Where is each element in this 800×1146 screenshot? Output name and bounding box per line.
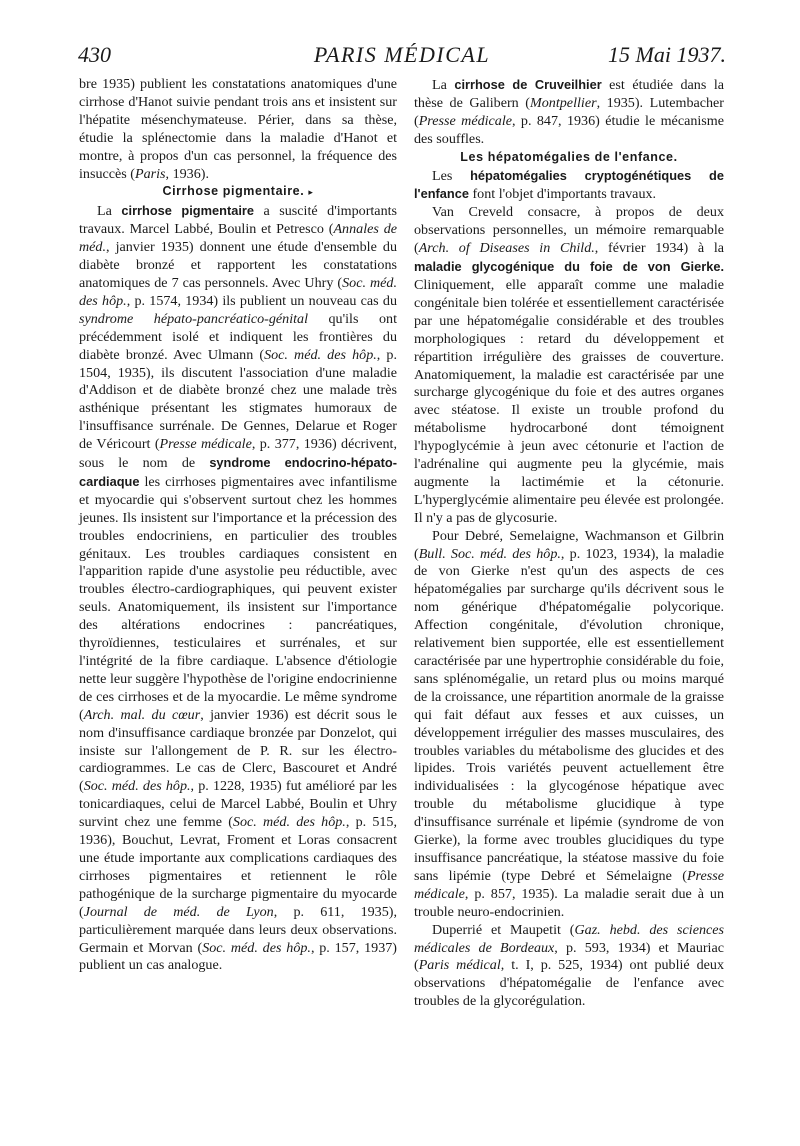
paragraph-hepatomegalies-intro: Les hépatomégalies cryptogénétiques de l'enfance font l'objet d'importants travaux. <box>414 167 724 203</box>
paragraph-debre: Pour Debré, Semelaigne, Wachmanson et Gilbrin (Bull. Soc. méd. des hôp., p. 1023, 1934), la maladie de von Gierke n'est qu'un des aspects de ces hépatomégalies par surcharge qu'ils décrivent sous le nom générique d'hépatomégalie polycorique. Affection congénitale, d'évolution chronique, relativement bien supportée, elle est essentiellement caractérisée par une hypertrophie considérable du foie, sans splénomégalie, un retard plus ou moins marqué de la croissance, une répartition anormale de la graisse qui fait défaut aux fesses et aux cuisses, un développement irrégulier des masses musculaires, des troubles variables du métabolisme des glucides et des lipides. Trois variétés peuvent actuellement être individualisées : la glycogénose hépatique avec trouble du métabolisme glucidique à type d'insuffisance surrénale et lipémie (syndrome de von Gierke), la forme avec troubles glucidiques du type insuffisance pancréatique, la stéatose massive du foie sans lipémie (type Debré et Sémelaigne (Presse médicale, p. 857, 1935). La maladie serait due à un trouble neuro-endocrinien. <box>414 527 724 920</box>
paragraph-van-creveld: Van Creveld consacre, à propos de deux observations personnelles, un mémoire remarquable (Arch. of Diseases in Child., février 1934) à la maladie glycogénique du foie de von Gierke. Cliniquement, elle apparaît comme une maladie congénitale bien tolérée et essentiellement caractérisée par une hépatomégalie considérable et des troubles morphologiques : retard du développement et répartition irrégulière des graisses de couverture. Anatomiquement, la maladie est caractérisée par une surcharge glycogénique du foie et des autres organes avec stéatose. Il existe un trouble profond du métabolisme hydrocarboné dont témoignent l'hypoglycémie à jeun avec cétonurie et l'action de l'adrénaline qui augmente peu la glycémie, mais augmente la lactimémie et la cétonurie. L'hyperglycémie alimentaire peu élevée est prolongée. Il n'y a pas de glycosurie. <box>414 204 724 526</box>
paragraph-duperrie: Duperrié et Maupetit (Gaz. hebd. des sciences médicales de Bordeaux, p. 593, 1934) et Mauriac (Paris médical, t. I, p. 525, 1934) ont publié deux observations d'hépatomégalie de l'enfance avec troubles de la glycorégulation. <box>414 921 724 1010</box>
page-number: 430 <box>78 42 111 67</box>
heading-mark-icon: ▸ <box>308 187 314 198</box>
paragraph-hanot: bre 1935) publient les constatations anatomiques d'une cirrhose d'Hanot suivie pendant trois ans et insistent sur l'hépatite mésenchymateuse. Périer, dans sa thèse, étudie la splénectomie dans la maladie d'Hanot et montre, à propos d'un cas personnel, la fréquence des insuccès (Paris, 1936). <box>79 76 397 182</box>
journal-title: PARIS MÉDICAL <box>313 42 491 67</box>
right-column <box>414 76 724 1011</box>
left-column <box>79 76 397 975</box>
paragraph-cruveilhier: La cirrhose de Cruveilhier est étudiée dans la thèse de Galibern (Montpellier, 1935). Lutembacher (Presse médicale, p. 847, 1936) étudie le mécanisme des souffles. <box>414 77 724 147</box>
section-heading-hepatomegalies: Les hépatomégalies de l'enfance. <box>460 149 678 164</box>
paragraph-cirrhose-pigmentaire: La cirrhose pigmentaire a suscité d'importants travaux. Marcel Labbé, Boulin et Petresco (Annales de méd., janvier 1935) donnent une étude d'ensemble du diabète bronzé et rapportent les constatations anatomiques de 7 cas personnels. Avec Uhry (Soc. méd. des hôp., p. 1574, 1934) ils publient un nouveau cas du syndrome hépato-pancréatico-génital qu'ils ont précédemment isolé et indiquent les frontières du diabète bronzé. Avec Ulmann (Soc. méd. des hôp., p. 1504, 1935), ils discutent l'association d'une maladie d'Addison et de diabète bronzé chez une malade très asthénique présentant les stigmates humoraux de l'insuffisance surrénale. De Gennes, Delarue et Roger de Véricourt (Presse médicale, p. 377, 1936) décrivent, sous le nom de syndrome endocrino-hépato-cardiaque les cirrhoses pigmentaires avec infantilisme et myocardie qui s'observent surtout chez les hommes jeunes. Ils insistent sur l'importance et la précession des troubles endocriniens, en particulier des troubles génitaux. Les troubles cardiaques consistent en l'apparition rapide d'une asystolie peu réductible, avec troubles électro-cardiographiques, qui peuvent exister seuls. Anatomiquement, ils insistent sur l'importance des altérations endocrines : pancréatiques, thyroïdiennes, testiculaires et surrénales, et sur l'intégrité de la fibre cardiaque. L'absence d'étiologie nette leur suggère l'hypothèse de l'origine endocrinienne de ces cirrhoses et de la myocardie. Le même syndrome (Arch. mal. du cœur, janvier 1936) est décrit sous le nom d'insuffisance cardiaque bronzée par Donzelot, qui insiste sur l'allongement de P. R. sur les électro-cardiogrammes. Le cas de Clerc, Bascouret et André (Soc. méd. des hôp., p. 1228, 1935) fut amélioré par les tonicardiaques, celui de Marcel Labbé, Boulin et Uhry survint chez une femme (Soc. méd. des hôp., p. 515, 1936), Bouchut, Levrat, Froment et Loras consacrent une étude importante aux complications cardiaques des cirrhoses pigmentaires et retiennent le rôle pathogénique de la surcharge pigmentaire du myocarde (Journal de méd. de Lyon, p. 611, 1935), particulièrement marquée dans leurs deux observations. Germain et Morvan (Soc. méd. des hôp., p. 157, 1937) publient un cas analogue. <box>79 203 398 974</box>
section-heading-cirrhose-pigmentaire: Cirrhose pigmentaire. ▸ <box>162 184 314 199</box>
running-header <box>78 42 726 72</box>
issue-date: 15 Mai 1937. <box>608 42 726 67</box>
